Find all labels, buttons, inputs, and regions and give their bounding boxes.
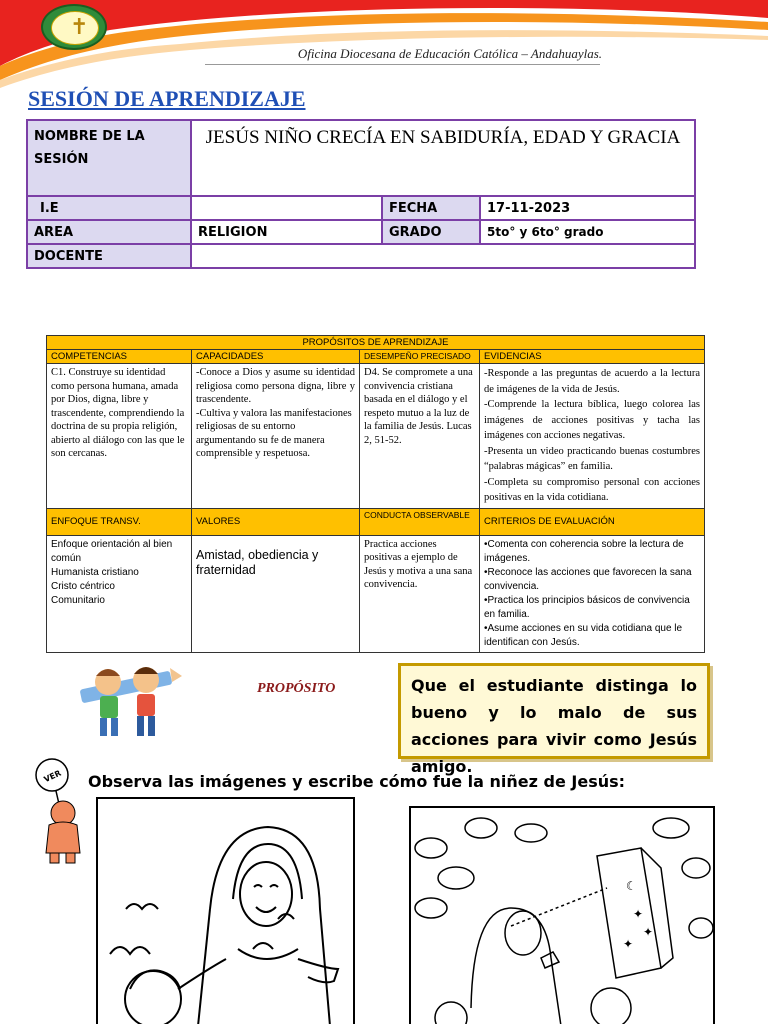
col-header-capacidades: CAPACIDADES	[192, 350, 360, 364]
evidencia-item: -Completa su compromiso personal con acciones positivas en la vida cotidiana.	[484, 476, 700, 503]
proposito-label: PROPÓSITO	[257, 681, 336, 696]
capacidad-item: -Cultiva y valora las manifestaciones religiosas de su entorno argumentando su fe de manera comprensible y respetuosa.	[196, 407, 352, 459]
col-header-criterios: CRITERIOS DE EVALUACIÓN	[480, 508, 705, 535]
kids-with-pencil-illustration	[74, 660, 184, 745]
svg-text:✦: ✦	[643, 925, 654, 939]
criterio-item: •Asume acciones en su vida cotidiana que le identifican con Jesús.	[484, 622, 683, 648]
purposes-heading: PROPÓSITOS DE APRENDIZAJE	[47, 336, 705, 350]
svg-text:☾: ☾	[626, 879, 637, 893]
child-with-sign-illustration	[30, 755, 95, 870]
page-title: SESIÓN DE APRENDIZAJE	[28, 86, 306, 111]
competencia-cell: C1. Construye su identidad como persona humana, amada por Dios, digna, libre y trascendente, comprendiendo la doctrina de su propia religión, abierto al diálogo con las que le son cercanas.	[47, 364, 192, 509]
enfoque-item: Humanista cristiano	[51, 566, 139, 578]
ie-label: I.E	[27, 196, 191, 220]
diocese-seal-logo	[41, 4, 107, 50]
criterio-item: •Practica los principios básicos de convivencia en familia.	[484, 594, 690, 620]
enfoques-cell	[47, 535, 192, 652]
mary-praying-image	[409, 806, 715, 1024]
col-header-desempeno: DESEMPEÑO PRECISADO	[360, 350, 480, 364]
col-header-conducta: CONDUCTA OBSERVABLE	[360, 508, 480, 535]
capacidades-cell	[192, 364, 360, 509]
enfoque-item: Cristo céntrico	[51, 580, 115, 592]
docente-value	[191, 244, 695, 268]
session-name-value: JESÚS NIÑO CRECÍA EN SABIDURÍA, EDAD Y GRACIA	[191, 120, 695, 196]
cross-icon: ✝	[70, 15, 89, 40]
col-header-evidencias: EVIDENCIAS	[480, 350, 705, 364]
col-header-valores: VALORES	[192, 508, 360, 535]
fecha-value: 17-11-2023	[480, 196, 695, 220]
header-banner	[0, 0, 768, 90]
svg-text:✦: ✦	[623, 937, 634, 951]
area-label: AREA	[27, 220, 191, 244]
evidencias-cell	[480, 364, 705, 509]
observe-instruction: Observa las imágenes y escribe cómo fue la niñez de Jesús:	[88, 772, 626, 791]
col-header-enfoque: ENFOQUE TRANSV.	[47, 508, 192, 535]
col-header-competencias: COMPETENCIAS	[47, 350, 192, 364]
criterio-item: •Reconoce las acciones que favorecen la sana convivencia.	[484, 566, 692, 592]
desempeno-cell: D4. Se compromete a una convivencia cristiana basada en el diálogo y el respeto mutuo a la luz de la familia de Jesús. Lucas 2, 51-52.	[360, 364, 480, 509]
evidencia-item: -Comprende la lectura bíblica, luego colorea las imágenes de acciones positivas y tacha las imágenes con acciones negativas.	[484, 399, 700, 441]
svg-text:✦: ✦	[633, 907, 644, 921]
evidencia-item: -Presenta un video practicando buenas costumbres “palabras mágicas” en familia.	[484, 445, 700, 472]
area-value: RELIGION	[191, 220, 382, 244]
session-name-label: NOMBRE DE LA SESIÓN	[27, 120, 191, 196]
docente-label: DOCENTE	[27, 244, 191, 268]
criterio-item: •Comenta con coherencia sobre la lectura de imágenes.	[484, 538, 684, 564]
enfoque-item: Comunitario	[51, 594, 105, 606]
mary-with-jesus-image	[96, 797, 355, 1024]
criterios-cell	[480, 535, 705, 652]
ie-value	[191, 196, 382, 220]
valores-cell: Amistad, obediencia y fraternidad	[192, 535, 360, 652]
capacidad-item: -Conoce a Dios y asume su identidad religiosa como persona digna, libre y trascendente.	[196, 367, 355, 405]
evidencia-item: -Responde a las preguntas de acuerdo a la lectura de imágenes de la vida de Jesús.	[484, 368, 700, 395]
enfoque-item: Enfoque orientación al bien común	[51, 538, 173, 564]
learning-purposes-table	[46, 335, 705, 653]
conducta-cell: Practica acciones positivas a ejemplo de Jesús y motiva a una sana convivencia.	[360, 535, 480, 652]
fecha-label: FECHA	[382, 196, 480, 220]
grado-value: 5to° y 6to° grado	[480, 220, 695, 244]
grado-label: GRADO	[382, 220, 480, 244]
header-divider	[205, 64, 600, 65]
proposito-box: Que el estudiante distinga lo bueno y lo malo de sus acciones para vivir como Jesús amigo.	[398, 663, 710, 759]
office-name: Oficina Diocesana de Educación Católica – Andahuaylas.	[297, 46, 603, 61]
session-info-table	[26, 119, 696, 269]
sign-text: VER	[42, 768, 63, 785]
